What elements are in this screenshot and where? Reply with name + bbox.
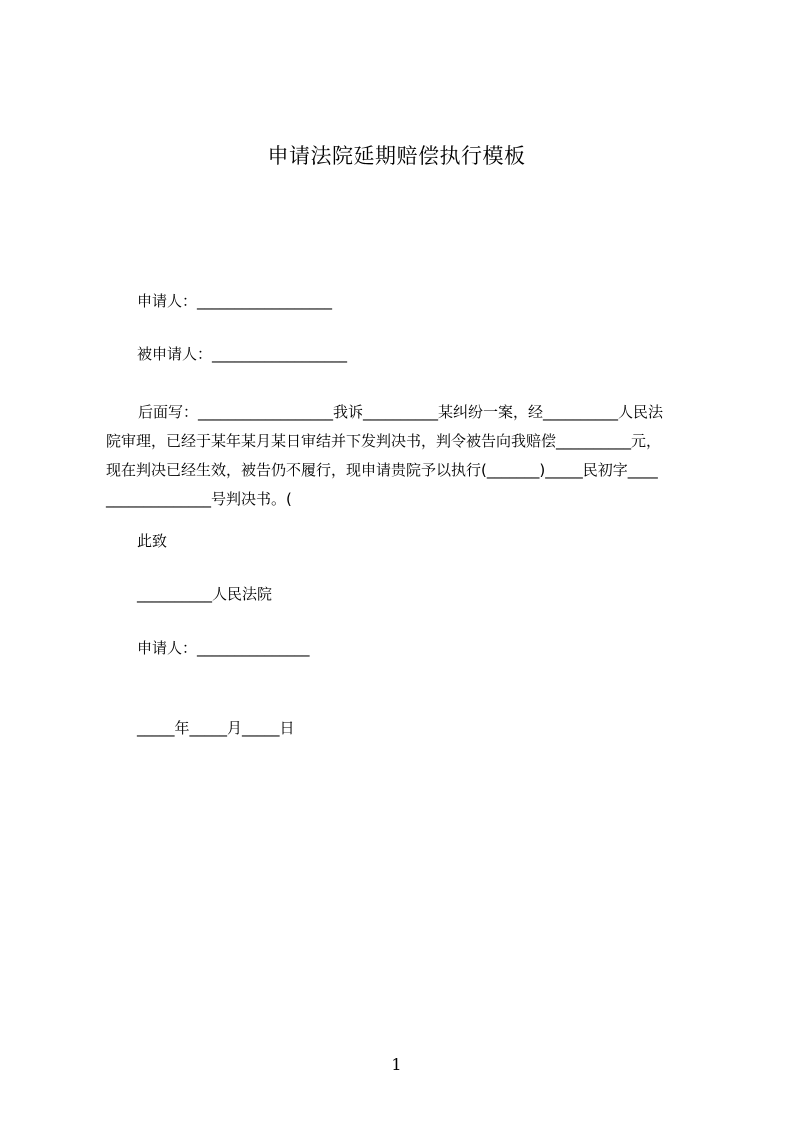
page-number: 1	[391, 1055, 402, 1074]
date-line: _____年_____月_____日	[137, 719, 295, 737]
respondent-line: 被申请人：__________________	[137, 345, 348, 363]
body-row: 院审理，已经于某年某月某日审结并下发判决书，判令被告向我赔偿__________元，	[106, 432, 662, 450]
signature-line: 申请人：_______________	[137, 639, 310, 657]
body-row: ______________号判决书。(	[106, 490, 292, 508]
document-title: 申请法院延期赔偿执行模板	[267, 144, 526, 168]
salutation: 此致	[137, 532, 168, 550]
body-paragraph	[106, 398, 704, 514]
applicant-line: 申请人：__________________	[137, 292, 333, 310]
court-line: __________人民法院	[137, 585, 273, 603]
body-row: 后面写：__________________我诉__________某纠纷一案，经__________人民法	[138, 403, 664, 421]
body-row: 现在判决已经生效，被告仍不履行，现申请贵院予以执行(_______)_____民初字____	[106, 461, 658, 479]
